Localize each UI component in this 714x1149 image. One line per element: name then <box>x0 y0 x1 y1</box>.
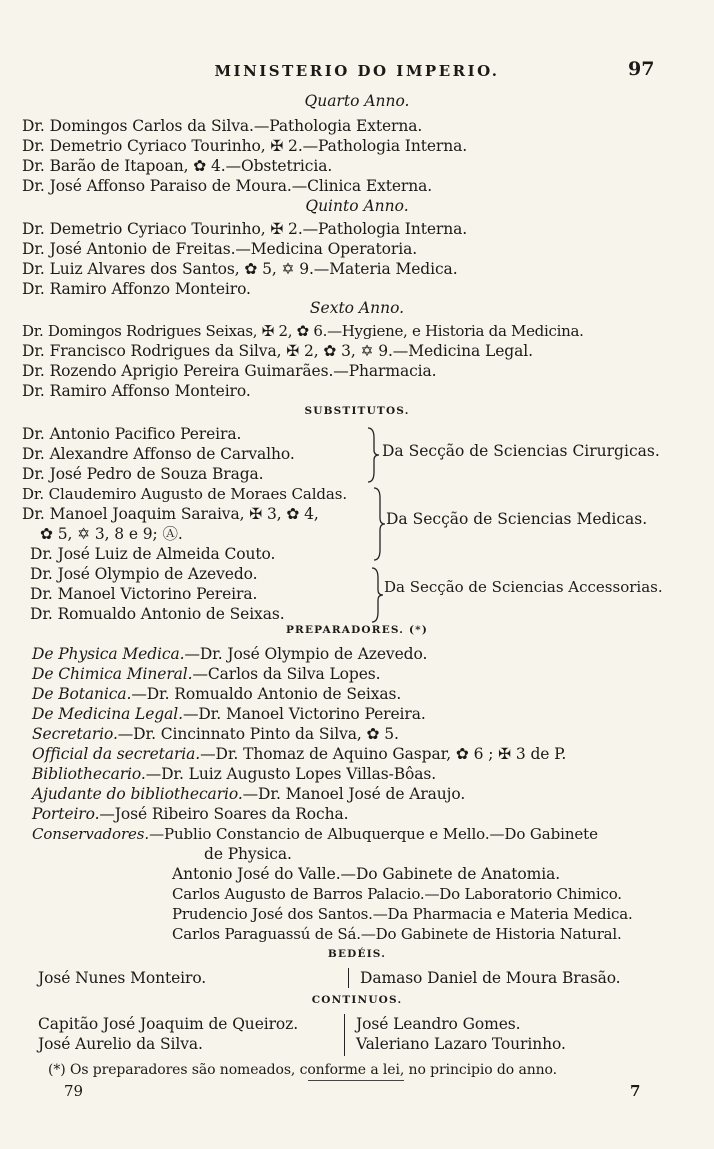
continuo-name: Capitão José Joaquim de Queiroz. <box>38 1015 299 1033</box>
substitutos-heading: SUBSTITUTOS. <box>304 405 410 417</box>
sexto-heading: Sexto Anno. <box>309 299 405 317</box>
preparador-role: Bibliothecario. <box>32 765 146 783</box>
continuos-heading: CONTINUOS. <box>311 994 403 1006</box>
preparador-entry <box>32 784 465 804</box>
quinto-line: Dr. José Antonio de Freitas.—Medicina Operatoria. <box>22 240 418 258</box>
substituto-name: ✿ 5, ✡ 3, 8 e 9; Ⓐ. <box>40 525 183 543</box>
preparadores-heading: PREPARADORES. (*) <box>285 624 429 636</box>
conservador-line: de Physica. <box>204 845 292 863</box>
preparador-text: —Dr. Manoel Victorino Pereira. <box>182 705 426 723</box>
preparador-text: —José Ribeiro Soares da Rocha. <box>99 805 349 823</box>
quarto-heading: Quarto Anno. <box>304 92 410 110</box>
preparador-entry <box>32 724 399 744</box>
substituto-name: Dr. Claudemiro Augusto de Moraes Caldas. <box>22 485 348 503</box>
sexto-line: Dr. Ramiro Affonso Monteiro. <box>22 382 251 400</box>
substituto-name: Dr. Antonio Pacifico Pereira. <box>22 425 242 443</box>
conservador-line: Antonio José do Valle.—Do Gabinete de Anatomia. <box>172 865 561 883</box>
preparador-entry <box>32 664 380 684</box>
brace-icon <box>370 566 384 624</box>
footnote: (*) Os preparadores são nomeados, conforme a lei, no principio do anno. <box>48 1062 557 1078</box>
continuo-name: José Leandro Gomes. <box>356 1015 521 1033</box>
substituto-name: Dr. José Luiz de Almeida Couto. <box>30 545 276 563</box>
preparador-role: De Medicina Legal. <box>32 705 183 723</box>
secao-label: Da Secção de Sciencias Accessorias. <box>384 578 663 596</box>
preparador-entry <box>32 644 427 664</box>
secao-label: Da Secção de Sciencias Cirurgicas. <box>382 442 660 460</box>
preparador-text: —Dr. Romualdo Antonio de Seixas. <box>131 685 402 703</box>
signature-left: 79 <box>64 1082 84 1100</box>
quinto-line: Dr. Luiz Alvares dos Santos, ✿ 5, ✡ 9.—Materia Medica. <box>22 260 458 278</box>
continuo-name: José Aurelio da Silva. <box>38 1035 203 1053</box>
preparador-entry <box>32 764 436 784</box>
preparador-role: Porteiro. <box>32 805 100 823</box>
preparador-text: —Dr. Thomaz de Aquino Gaspar, ✿ 6 ; ✠ 3 de P. <box>200 745 567 763</box>
quarto-line: Dr. Barão de Itapoan, ✿ 4.—Obstetricia. <box>22 157 333 175</box>
preparador-entry <box>32 804 348 824</box>
preparador-entry <box>32 704 426 724</box>
preparador-role: De Botanica. <box>32 685 132 703</box>
preparador-text: —Dr. José Olympio de Azevedo. <box>184 645 428 663</box>
conservador-line: Carlos Paraguassú de Sá.—Do Gabinete de Historia Natural. <box>172 925 622 943</box>
preparador-role: De Chimica Mineral. <box>32 665 193 683</box>
column-divider <box>348 968 349 988</box>
substituto-name: Dr. Romualdo Antonio de Seixas. <box>30 605 285 623</box>
substituto-name: Dr. Alexandre Affonso de Carvalho. <box>22 445 295 463</box>
sexto-line: Dr. Rozendo Aprigio Pereira Guimarães.—Pharmacia. <box>22 362 437 380</box>
substituto-name: Dr. Manoel Joaquim Saraiva, ✠ 3, ✿ 4, <box>22 505 319 523</box>
preparador-role: Conservadores. <box>32 825 150 843</box>
conservador-line: Prudencio José dos Santos.—Da Pharmacia e Materia Medica. <box>172 905 633 923</box>
preparador-text: —Dr. Manoel José de Araujo. <box>242 785 466 803</box>
bedel-name: Damaso Daniel de Moura Brasão. <box>360 969 621 987</box>
preparador-entry <box>32 744 566 764</box>
continuo-name: Valeriano Lazaro Tourinho. <box>356 1035 566 1053</box>
secao-label: Da Secção de Sciencias Medicas. <box>386 510 648 528</box>
sexto-line: Dr. Francisco Rodrigues da Silva, ✠ 2, ✿ 3, ✡ 9.—Medicina Legal. <box>22 342 533 360</box>
brace-icon <box>372 486 386 562</box>
brace-icon <box>366 426 380 484</box>
quinto-heading: Quinto Anno. <box>305 197 409 215</box>
quarto-line: Dr. Domingos Carlos da Silva.—Pathologia Externa. <box>22 117 423 135</box>
substituto-name: Dr. Manoel Victorino Pereira. <box>30 585 258 603</box>
quarto-line: Dr. José Affonso Paraiso de Moura.—Clinica Externa. <box>22 177 433 195</box>
footnote-rule <box>308 1080 404 1081</box>
preparador-text: —Dr. Luiz Augusto Lopes Villas-Bôas. <box>145 765 437 783</box>
preparador-role: Ajudante do bibliothecario. <box>32 785 243 803</box>
quinto-line: Dr. Ramiro Affonzo Monteiro. <box>22 280 251 298</box>
bedeis-heading: BEDÉIS. <box>327 948 387 960</box>
substituto-name: Dr. José Pedro de Souza Braga. <box>22 465 264 483</box>
conservador-line: Carlos Augusto de Barros Palacio.—Do Laboratorio Chimico. <box>172 885 622 903</box>
preparador-role: Official da secretaria. <box>32 745 201 763</box>
bedel-name: José Nunes Monteiro. <box>38 969 207 987</box>
preparador-text: —Carlos da Silva Lopes. <box>192 665 381 683</box>
preparador-entry <box>32 824 598 844</box>
preparador-text: —Publio Constancio de Albuquerque e Mello.—Do Gabinete <box>149 825 598 843</box>
signature-right: 7 <box>630 1082 641 1100</box>
quinto-line: Dr. Demetrio Cyriaco Tourinho, ✠ 2.—Pathologia Interna. <box>22 220 468 238</box>
preparador-entry <box>32 684 401 704</box>
quarto-line: Dr. Demetrio Cyriaco Tourinho, ✠ 2.—Pathologia Interna. <box>22 137 468 155</box>
sexto-line: Dr. Domingos Rodrigues Seixas, ✠ 2, ✿ 6.—Hygiene, e Historia da Medicina. <box>22 322 584 340</box>
preparador-role: De Physica Medica. <box>32 645 185 663</box>
preparador-role: Secretario. <box>32 725 118 743</box>
column-divider <box>344 1014 345 1056</box>
page-title: MINISTERIO DO IMPERIO. <box>214 62 500 80</box>
page-number: 97 <box>628 58 655 80</box>
substituto-name: Dr. José Olympio de Azevedo. <box>30 565 258 583</box>
preparador-text: —Dr. Cincinnato Pinto da Silva, ✿ 5. <box>117 725 399 743</box>
